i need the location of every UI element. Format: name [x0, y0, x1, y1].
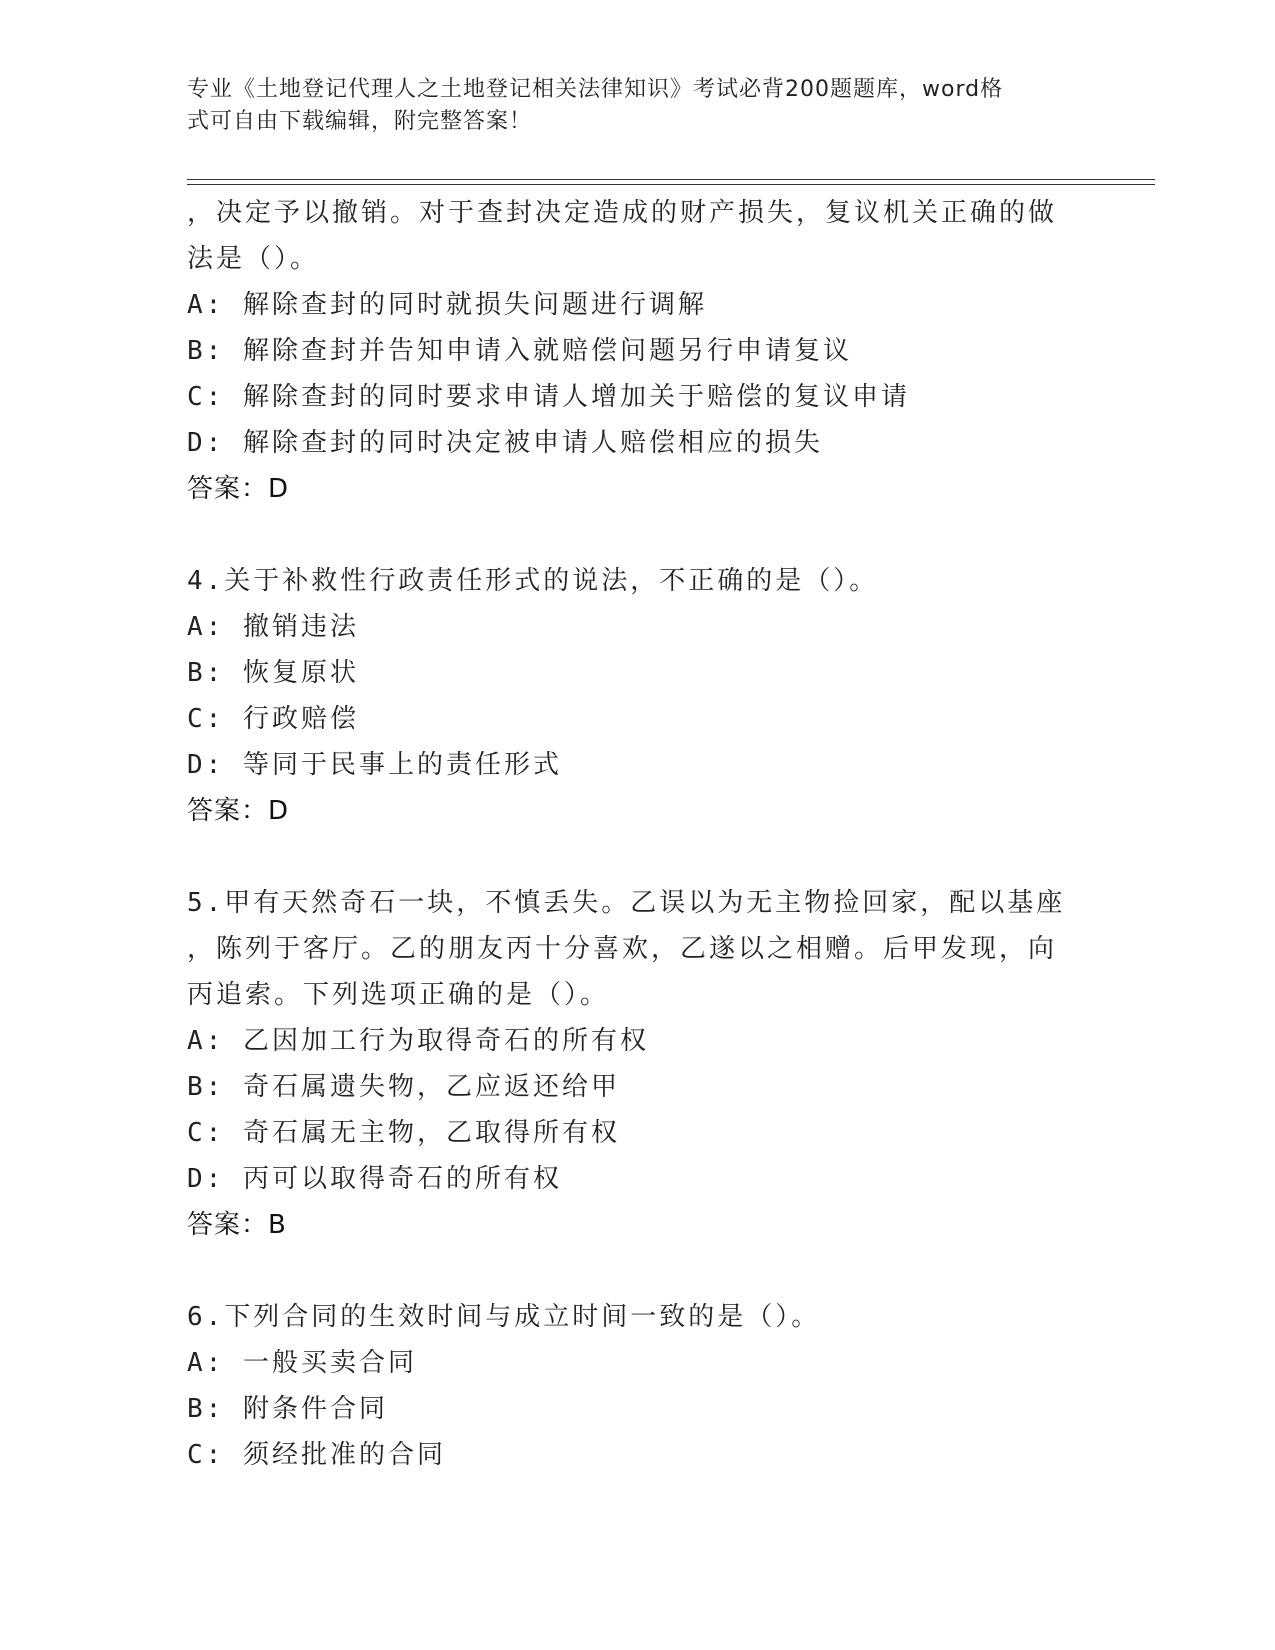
question-5-stem-line-1: 5.甲有天然奇石一块，不慎丢失。乙误以为无主物捡回家，配以基座 [187, 888, 1066, 918]
question-5-option-c: C: 奇石属无主物，乙取得所有权 [187, 1118, 620, 1148]
spacer [187, 1248, 1087, 1294]
question-3-stem-line-2: 法是（）。 [187, 244, 320, 274]
question-6-option-b: B: 附条件合同 [187, 1394, 388, 1424]
question-5-option-a: A: 乙因加工行为取得奇石的所有权 [187, 1026, 649, 1056]
header-divider-top [187, 179, 1155, 180]
header-line-1: 专业《土地登记代理人之土地登记相关法律知识》考试必背200题题库，word格 [187, 77, 1004, 102]
question-5-stem-line-3: 丙追索。下列选项正确的是（）。 [187, 980, 610, 1010]
question-4-answer: 答案：D [187, 796, 290, 826]
question-5-stem-line-2: ，陈列于客厅。乙的朋友丙十分喜欢，乙遂以之相赠。后甲发现，向 [187, 934, 1058, 964]
question-4-option-d: D: 等同于民事上的责任形式 [187, 750, 562, 780]
spacer [187, 834, 1087, 880]
question-5 [187, 880, 1087, 1248]
question-4-option-c: C: 行政赔偿 [187, 704, 359, 734]
question-3 [187, 190, 1087, 512]
question-4-option-b: B: 恢复原状 [187, 658, 359, 688]
question-5-option-b: B: 奇石属遗失物，乙应返还给甲 [187, 1072, 620, 1102]
question-4-stem-line-1: 4.关于补救性行政责任形式的说法，不正确的是（）。 [187, 566, 879, 596]
question-6-option-a: A: 一般买卖合同 [187, 1348, 417, 1378]
question-6-option-c: C: 须经批准的合同 [187, 1440, 446, 1470]
question-4 [187, 558, 1087, 834]
question-5-option-d: D: 丙可以取得奇石的所有权 [187, 1164, 562, 1194]
question-6-stem-line-1: 6.下列合同的生效时间与成立时间一致的是（）。 [187, 1302, 821, 1332]
question-3-option-a: A: 解除查封的同时就损失问题进行调解 [187, 290, 707, 320]
question-3-option-d: D: 解除查封的同时决定被申请人赔偿相应的损失 [187, 428, 823, 458]
header-line-2: 式可自由下载编辑，附完整答案！ [187, 109, 533, 134]
question-4-option-a: A: 撤销违法 [187, 612, 359, 642]
header-divider-bottom [187, 184, 1155, 185]
document-body [187, 190, 1087, 1478]
question-6 [187, 1294, 1087, 1478]
question-3-option-b: B: 解除查封并告知申请入就赔偿问题另行申请复议 [187, 336, 852, 366]
page-header [187, 74, 1067, 138]
spacer [187, 512, 1087, 558]
question-3-stem-line-1: ，决定予以撤销。对于查封决定造成的财产损失，复议机关正确的做 [187, 198, 1058, 228]
question-3-answer: 答案：D [187, 474, 290, 504]
question-3-option-c: C: 解除查封的同时要求申请人增加关于赔偿的复议申请 [187, 382, 910, 412]
question-5-answer: 答案：B [187, 1210, 287, 1240]
